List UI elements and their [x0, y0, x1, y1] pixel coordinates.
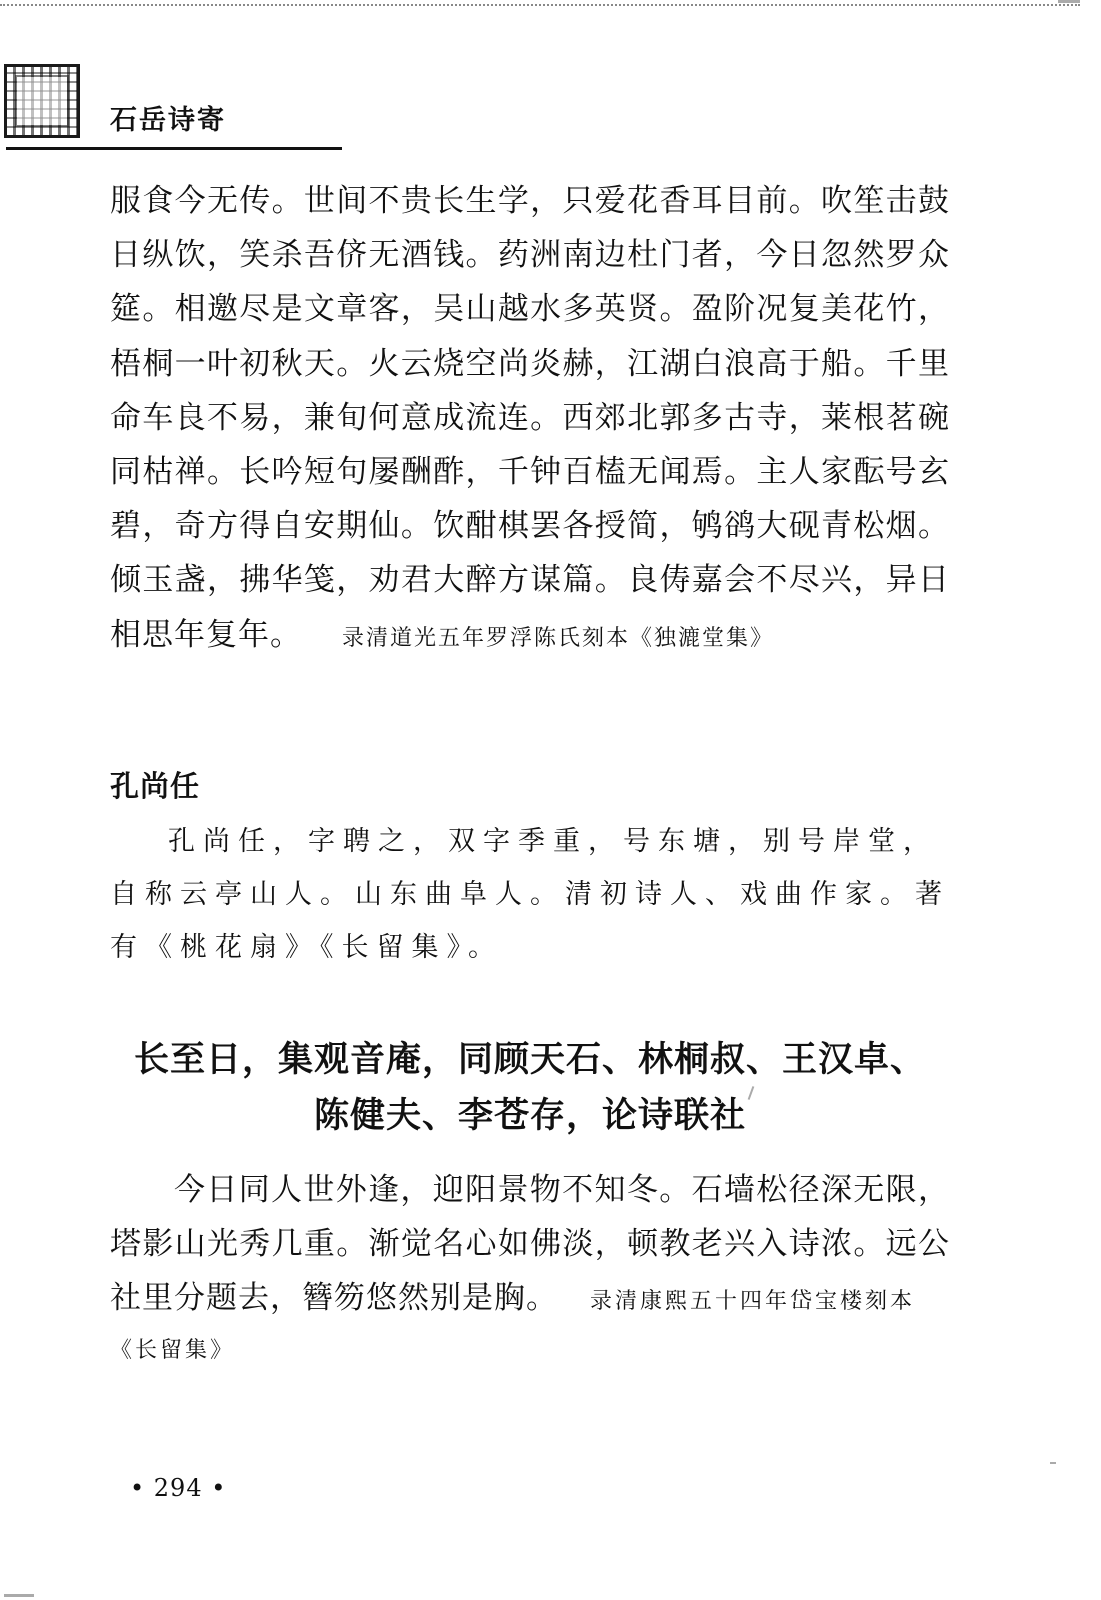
author-heading: 孔尚任	[110, 769, 201, 803]
poem-title-line-2: 陈健夫、李苍存，论诗联社	[313, 1096, 746, 1136]
header-rule	[6, 147, 342, 150]
poem-title	[110, 1032, 950, 1144]
source-citation: 录清道光五年罗浮陈氏刻本《独漉堂集》	[342, 625, 775, 651]
poem-continuation	[110, 174, 950, 666]
page-number: • 294 •	[130, 1474, 227, 1502]
poem-title-line-1: 长至日，集观音庵，同顾天石、林桐叔、王汉卓、	[133, 1040, 926, 1080]
seal-inner-frame	[15, 75, 69, 127]
source-citation: 录清康熙五十四年岱宝楼刻本	[590, 1289, 916, 1314]
poem-body-text: 今日同人世外逢，迎阳景物不知冬。石墙松径深无限，塔影山光秀几重。渐觉名心如佛淡，顿教老兴入诗浓。远公社里分题去，簪笏悠然别是胸。	[110, 1172, 950, 1316]
scan-top-border	[0, 4, 1080, 6]
running-header-title: 石岳诗寄	[110, 105, 226, 136]
author-biography: 孔尚任，字聘之，双字季重，号东塘，别号岸堂，自称云亭山人。山东曲阜人。清初诗人、戏曲作家。著有《桃花扇》《长留集》。	[110, 826, 950, 963]
poem-body	[110, 1163, 950, 1373]
seal-stamp-icon	[4, 64, 80, 138]
scan-speck	[4, 1594, 34, 1597]
source-citation-title: 《长留集》	[110, 1338, 236, 1363]
scan-speck	[1050, 1462, 1056, 1464]
poem-body-text: 服食今无传。世间不贵长生学，只爱花香耳目前。吹笙击鼓日纵饮，笑杀吾侪无酒钱。药洲南边杜门者，今日忽然罗众筵。相邀尽是文章客，吴山越水多英贤。盈阶况复美花竹，梧桐一叶初秋天。火云烧空尚炎赫，江湖白浪高于船。千里命车良不易，兼旬何意成流连。西郊北郭多古寺，莱根茗碗同枯禅。长吟短句屡酬酢，千钟百榼无闻焉。主人家酝号玄碧，奇方得自安期仙。饮酣棋罢各授简，鸲鹆大砚青松烟。倾玉盏，拂华笺，劝君大醉方谋篇。良俦嘉会不尽兴，异日相思年复年。	[110, 183, 950, 653]
scan-speck	[1058, 0, 1080, 3]
